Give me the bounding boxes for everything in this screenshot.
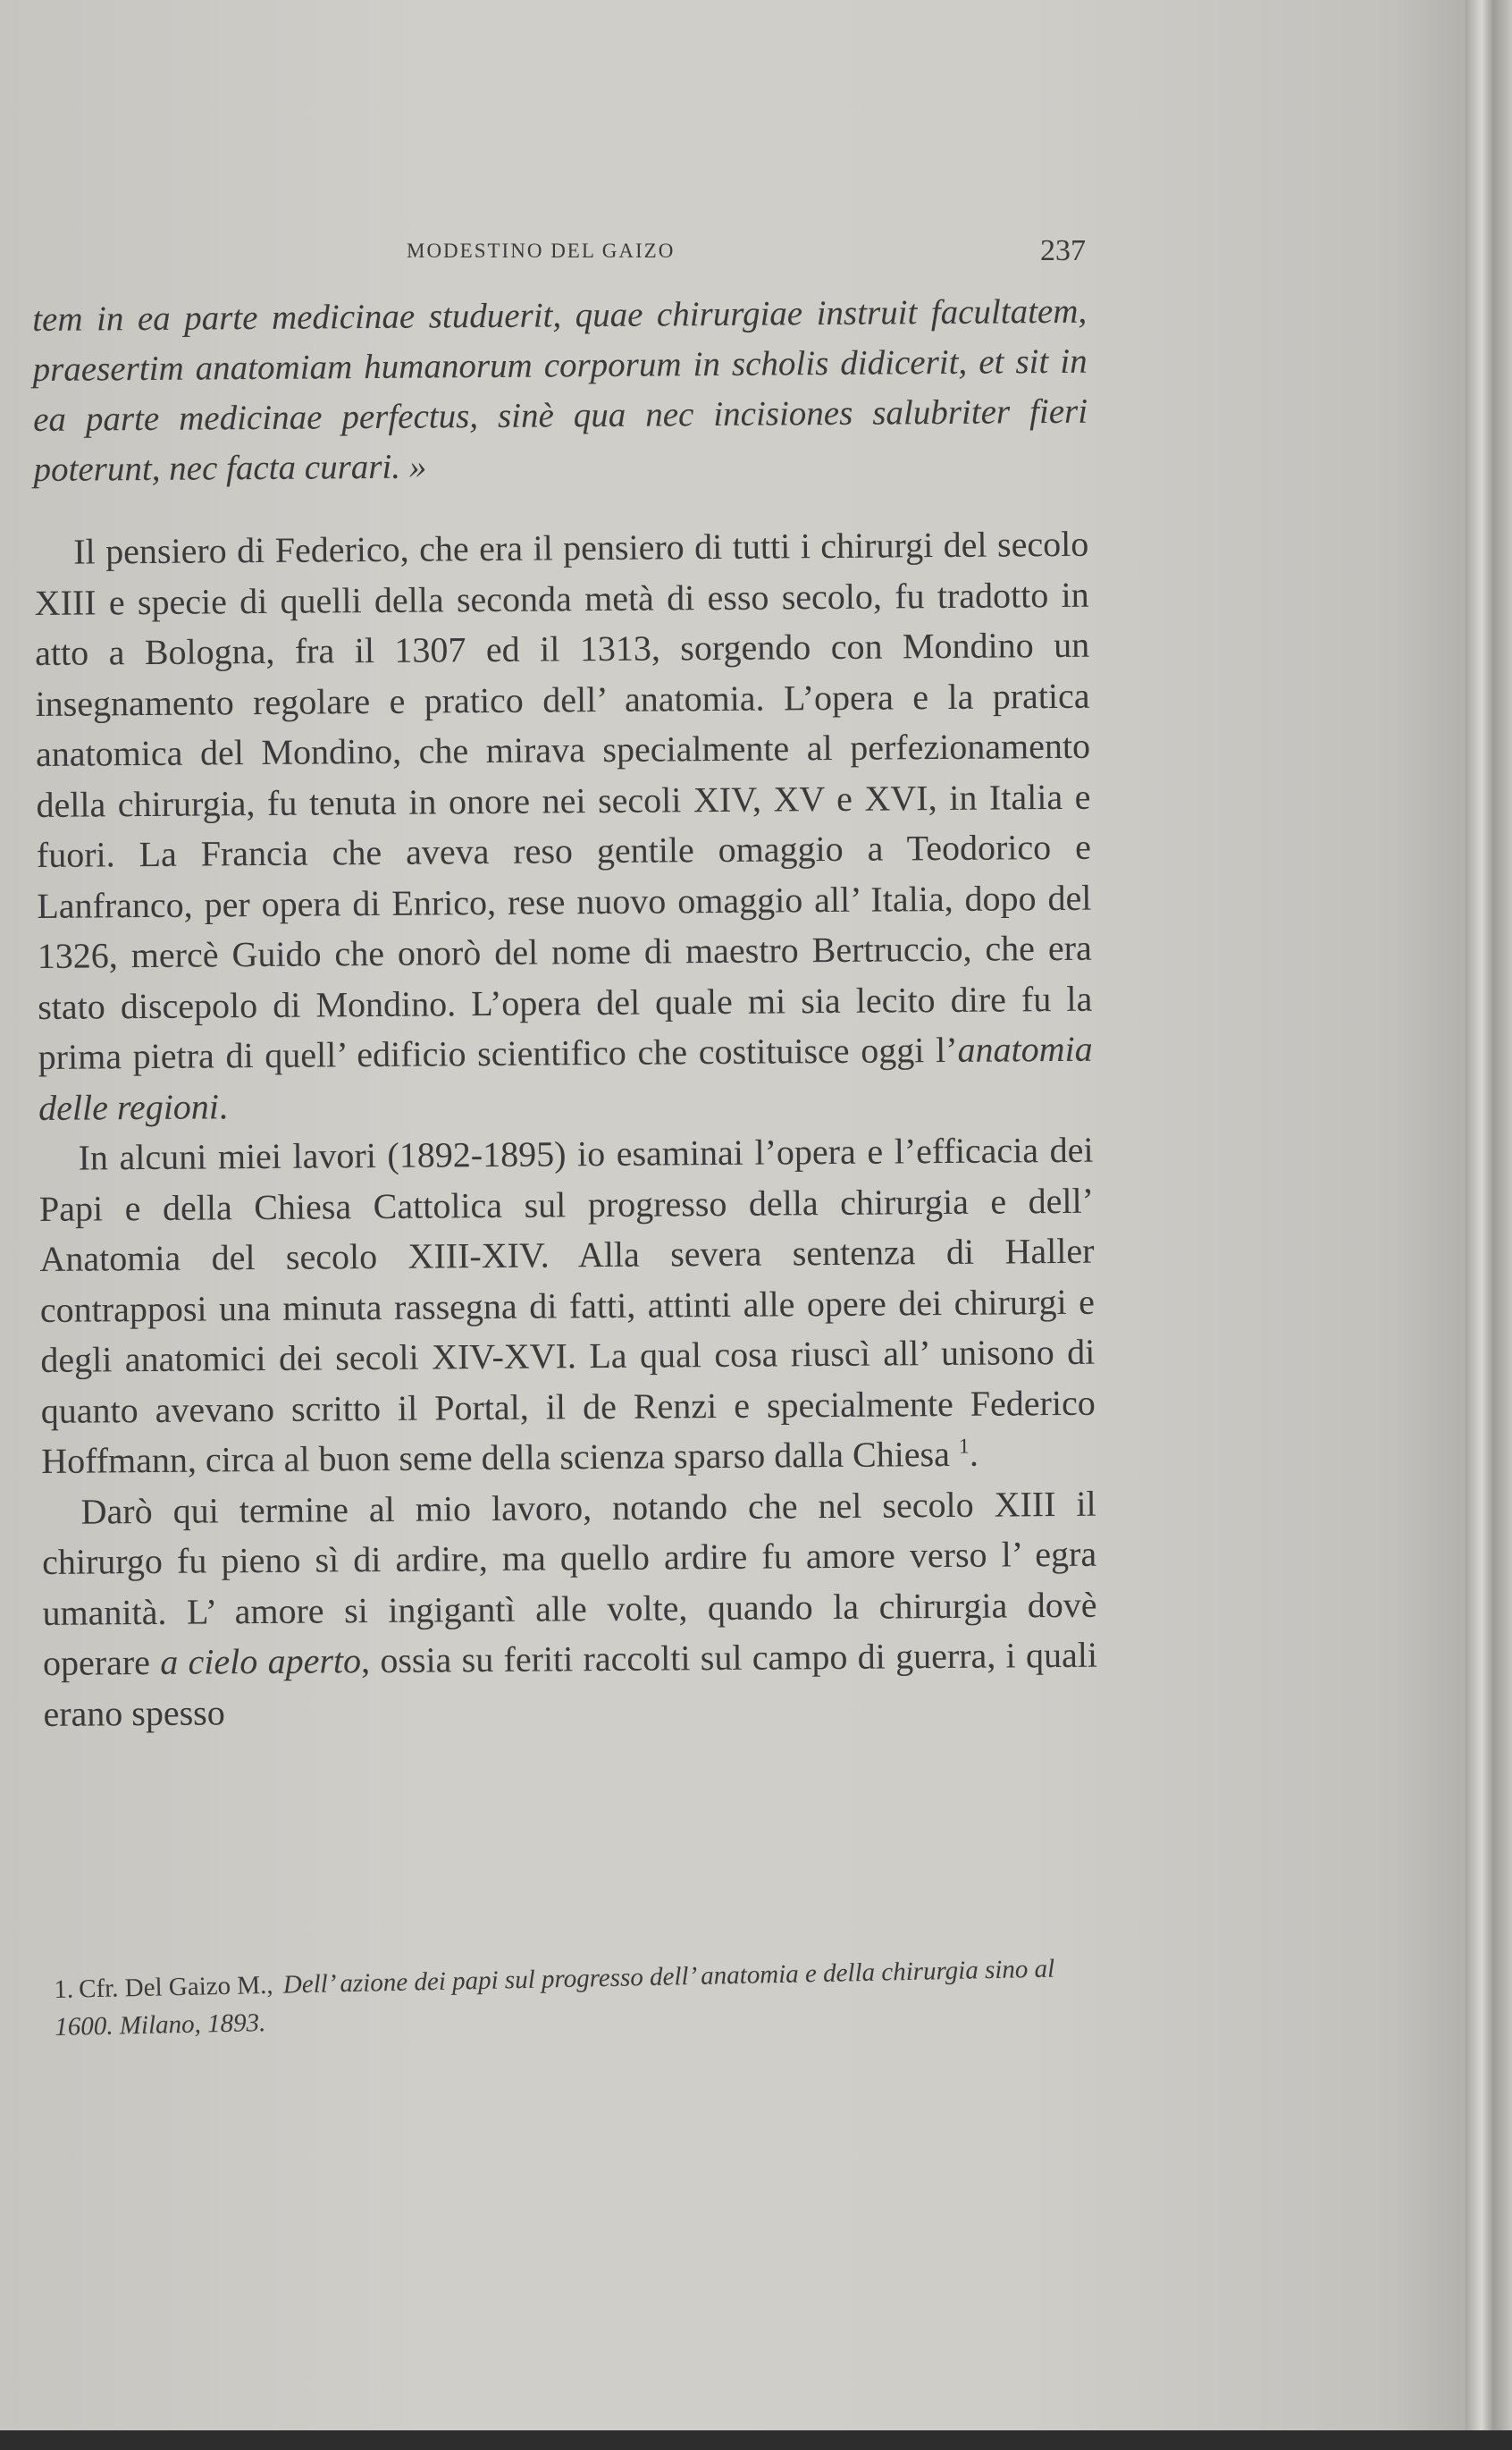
latin-quote: tem in ea parte medicinae studuerit, quae chirurgiae instruit facultatem, praesertim anatomiam humanorum corporum in scholis didicerit, et sit in ea parte medicinae perfectus, sinè qua nec incisiones salubriter fieri poterunt, nec facta curari. » [32,291,1088,489]
footnote-marker: 1 [958,1435,970,1459]
paragraph-tail: . [218,1085,229,1126]
footnote-ref: Cfr. Del Gaizo M., [78,1970,273,2004]
page-header [407,234,1086,270]
italic-phrase: anatomia delle regioni [38,1028,1093,1128]
footnote [54,1949,1074,2046]
paragraph-tail: . [969,1433,979,1474]
paragraph-text: Il pensiero di Federico, che era il pensiero di tutti i chirurgi del secolo XIII e specie di quelli della seconda metà di esso secolo, fu tradotto in atto a Bologna, fra il 1307 ed il 1313, sorgendo con Mondino un insegnamento regolare e pratico dell’ anatomia. L’opera e la pratica anatomica del Mondino, che mirava specialmente al perfezionamento della chirurgia, fu tenuta in onore nei secoli XIV, XV e XVI, in Italia e fuori. La Francia che aveva reso gentile omaggio a Teodorico e Lanfranco, per opera di Enrico, rese nuovo omaggio all’ Italia, dopo del 1326, mercè Guido che onorò del nome di maestro Bertruccio, che era stato discepolo di Mondino. L’opera del quale mi sia lecito dire fu la prima pietra di quell’ edificio scientifico che costituisce oggi l’ [34,523,1093,1077]
paragraph-tail: , ossia su feriti raccolti sul campo di guerra, i quali erano spesso [43,1634,1098,1734]
running-head: MODESTINO DEL GAIZO [407,240,676,262]
paragraph-text: Darò qui termine al mio lavoro, notando che nel secolo XIII il chirurgo fu pieno sì di ardire, ma quello ardire fu amore verso l’ egra umanità. L’ amore si ingigantì alle volte, quando la chirurgia dovè operare [41,1483,1097,1683]
body-text [32,287,1098,1739]
paragraph-papi [38,1125,1096,1487]
footnote-number: 1. [54,1974,74,2004]
paragraph-text: In alcuni miei lavori (1892-1895) io esaminai l’opera e l’efficacia dei Papi e della Chiesa Cattolica sul progresso della chirurgia e dell’ Anatomia del secolo XIII-XIV. Alla severa sentenza di Haller contrapposi una minuta rassegna di fatti, attinti alle opere dei chirurgi e degli anatomici dei secoli XIV-XVI. La qual cosa riuscì all’ unisono di quanto avevano scritto il Portal, il de Renzi e specialmente Federico Hoffmann, circa al buon seme della scienza sparso dalla Chiesa [38,1129,1096,1481]
page-edge-strip [1466,0,1512,2450]
paragraph-conclusion [41,1478,1097,1739]
scan-bottom-band [0,2430,1512,2450]
footnote-title: Dell’ azione dei papi sul progresso dell’ anatomia e della chirurgia sino al 1600. Milano, 1893. [54,1954,1055,2042]
page-number: 237 [1040,234,1086,267]
paragraph-federico [34,519,1093,1133]
italic-phrase: a cielo aperto [160,1640,362,1682]
